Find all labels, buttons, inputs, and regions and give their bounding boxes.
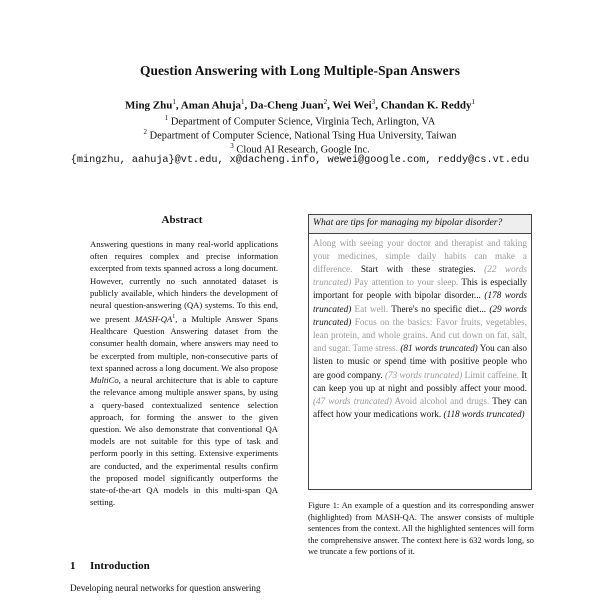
affiliation-3: [0, 142, 600, 155]
truncation-note: (47 words truncated): [313, 395, 392, 406]
introduction-heading: [70, 560, 150, 572]
affiliation-1: [0, 114, 600, 127]
author-sup: 1: [241, 98, 245, 106]
truncation-note: (29 words truncated): [313, 303, 527, 327]
context-sentence: Avoid alcohol and drugs.: [391, 395, 493, 406]
author-name: Ming Zhu: [125, 99, 173, 112]
affiliation-sup: 3: [230, 142, 234, 150]
section-number: 1: [70, 560, 76, 572]
author-emails: {mingzhu, aahuja}@vt.edu, x@dacheng.info, wewei@google.com, reddy@cs.vt.edu: [70, 155, 530, 166]
author-name: Chandan K. Reddy: [380, 99, 472, 112]
truncation-note: (81 words truncated): [400, 343, 478, 354]
abstract-heading: Abstract: [161, 214, 203, 226]
answer-sentence: This is especially important for people with bipolar disorder...: [313, 277, 527, 301]
author-sup: 2: [323, 98, 328, 106]
context-sentence: Limit caffeine.: [462, 369, 522, 380]
section-title: Introduction: [90, 560, 150, 572]
affiliation-text: Department of Computer Science, Virginia Tech, Arlington, VA: [170, 116, 436, 128]
answer-sentence: Start with these strategies.: [360, 263, 485, 274]
footnote-marker: 1: [172, 314, 176, 321]
affiliation-text: Cloud AI Research, Google Inc.: [236, 144, 370, 156]
introduction-text: Developing neural networks for question answering: [70, 583, 261, 593]
author-sup: 1: [471, 98, 475, 106]
context-sentence: Eat well.: [351, 303, 392, 314]
author-name: Da-Cheng Juan: [250, 99, 324, 112]
author-list: Ming Zhu$^1$, Aman Ahuja$^1$, Da-Cheng Juan$^2$, Wei Wei$^3$, Chandan K. Reddy$^1$: [125, 98, 475, 112]
model-name: MultiCo: [90, 375, 119, 386]
context-sentence: Focus on the basics: Favor fruits, vegetables, lean protein, and whole grains. And cut down on fat, salt, and sugar. Tame stress.: [313, 316, 527, 354]
paper-title: Question Answering with Long Multiple-Span Answers: [139, 63, 461, 78]
author-sup: 3: [371, 98, 376, 106]
figure-question: What are tips for managing my bipolar disorder?: [309, 215, 531, 234]
affiliation-2: [0, 128, 600, 141]
context-sentence: Pay attention to your sleep.: [351, 277, 462, 288]
context-sentence: Along with seeing your doctor and therapist and taking your medicines, simple daily habits can make a difference.: [313, 237, 527, 274]
author-name: Wei Wei: [332, 99, 372, 112]
answer-sentence: You can also listen to music or spend time with positive people who are good company.: [313, 343, 527, 380]
truncation-note: (178 words truncated): [313, 290, 527, 314]
author-sup: 1: [172, 98, 176, 106]
truncation-note: (22 words truncated): [313, 263, 527, 288]
abstract-body: [90, 238, 278, 508]
abstract-text-3: , a neural architecture that is able to capture the relevance among multiple answer spans, by using a query-based contextualized sentence selection approach, for forming the answer to the given question. We also demonstrate that conventional QA models are not suitable for this type of task and perform poorly in this setting. Extensive experiments are conducted, and the experimental results confirm the proposed model significantly outperforms the state-of-the-art QA models in this multi-span QA setting.: [90, 375, 278, 508]
answer-sentence: They can affect how your medications work.: [313, 395, 527, 420]
answer-sentence: It can keep you up at night and possibly affect your mood.: [313, 369, 527, 393]
dataset-name: MASH-QA: [135, 314, 173, 325]
affiliation-text: Department of Computer Science, National Tsing Hua University, Taiwan: [149, 130, 457, 142]
truncation-note: (118 words truncated): [443, 409, 525, 420]
abstract-text-1: Answering questions in many real-world applications often requires complex and precise information excerpted from texts spanned across a long document. However, currently no such annotated dataset is publicly available, which hinders the development of neural question-answering (QA) systems. To this end, we present: [90, 239, 278, 325]
figure-context: [309, 234, 531, 425]
affiliation-sup: 1: [164, 114, 169, 122]
answer-sentence: There's no specific diet...: [391, 303, 490, 314]
figure-caption: Figure 1: An example of a question and its corresponding answer (highlighted) from MASH-QA. The answer consists of multiple sentences from the context. All the highlighted sentences will form the comprehensive answer. The context here is 632 words long, so we truncate a few portions of it.: [308, 501, 534, 557]
figure-box: [308, 214, 532, 490]
author-name: Aman Ahuja: [180, 99, 242, 112]
truncation-note: (73 words truncated): [384, 369, 463, 380]
abstract-text-2: , a Multiple Answer Spans Healthcare Question Answering dataset from the consumer health domain, where answers may need to be excerpted from multiple, non-consecutive parts of text spanned across a long document. We also propose: [90, 314, 278, 373]
affiliation-sup: 2: [143, 128, 148, 136]
